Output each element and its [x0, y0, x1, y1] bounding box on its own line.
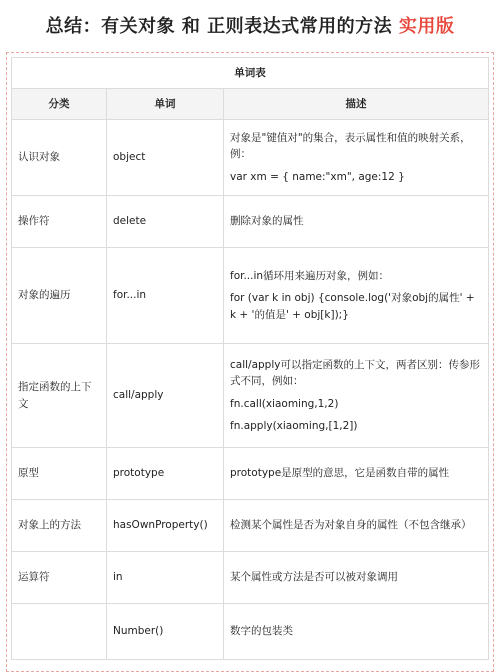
title-accent: 实用版 — [398, 16, 455, 37]
description-line: 对象是"键值对"的集合，表示属性和值的映射关系，例： — [230, 132, 471, 161]
cell-description — [224, 248, 489, 344]
cell-word: delete — [107, 196, 224, 248]
description-line: fn.apply(xiaoming,[1,2]) — [230, 419, 358, 432]
cell-category — [12, 604, 107, 660]
column-header-category: 分类 — [12, 89, 107, 120]
column-header-word: 单词 — [107, 89, 224, 120]
description-line: prototype是原型的意思，它是函数自带的属性 — [230, 467, 450, 480]
cell-word: hasOwnProperty() — [107, 500, 224, 552]
cell-category: 认识对象 — [12, 120, 107, 196]
cell-category: 对象上的方法 — [12, 500, 107, 552]
description-line: call/apply可以指定函数的上下文，两者区别：传参形式不同，例如： — [230, 358, 480, 388]
cell-description — [224, 196, 489, 248]
description-line: 数字的包装类 — [230, 625, 293, 638]
table-row — [12, 604, 489, 660]
cell-description — [224, 344, 489, 448]
column-header-description: 描述 — [224, 89, 489, 120]
table-row — [12, 500, 489, 552]
cell-word: Number() — [107, 604, 224, 660]
table-caption-row — [12, 58, 489, 89]
cell-category: 操作符 — [12, 196, 107, 248]
vocabulary-sheet — [6, 52, 494, 672]
cell-category: 对象的遍历 — [12, 248, 107, 344]
cell-description — [224, 120, 489, 196]
table-header-row — [12, 89, 489, 120]
cell-description — [224, 604, 489, 660]
cell-word: prototype — [107, 448, 224, 500]
cell-description — [224, 552, 489, 604]
title-main: 总结：有关对象 和 正则表达式常用的方法 — [45, 16, 393, 37]
description-line: fn.call(xiaoming,1,2) — [230, 397, 339, 410]
table-row — [12, 196, 489, 248]
table-row — [12, 120, 489, 196]
cell-word: call/apply — [107, 344, 224, 448]
description-line: 某个属性或方法是否可以被对象调用 — [230, 571, 398, 584]
cell-category: 运算符 — [12, 552, 107, 604]
cell-category: 原型 — [12, 448, 107, 500]
table-row — [12, 448, 489, 500]
description-line: for (var k in obj) {console.log('对象obj的属性' + k + '的值是' + obj[k]);} — [230, 292, 475, 321]
cell-word: object — [107, 120, 224, 196]
cell-category: 指定函数的上下文 — [12, 344, 107, 448]
cell-word: for...in — [107, 248, 224, 344]
description-line: 检测某个属性是否为对象自身的属性（不包含继承） — [230, 519, 472, 532]
table-caption: 单词表 — [12, 58, 489, 89]
table-row — [12, 552, 489, 604]
table-row — [12, 248, 489, 344]
page-title — [0, 12, 500, 38]
cell-description — [224, 448, 489, 500]
vocabulary-table — [11, 57, 489, 660]
description-line: for...in循环用来遍历对象，例如： — [230, 270, 390, 283]
description-line: var xm = { name:"xm", age:12 } — [230, 170, 405, 183]
cell-description — [224, 500, 489, 552]
cell-word: in — [107, 552, 224, 604]
description-line: 删除对象的属性 — [230, 215, 304, 228]
table-row — [12, 344, 489, 448]
